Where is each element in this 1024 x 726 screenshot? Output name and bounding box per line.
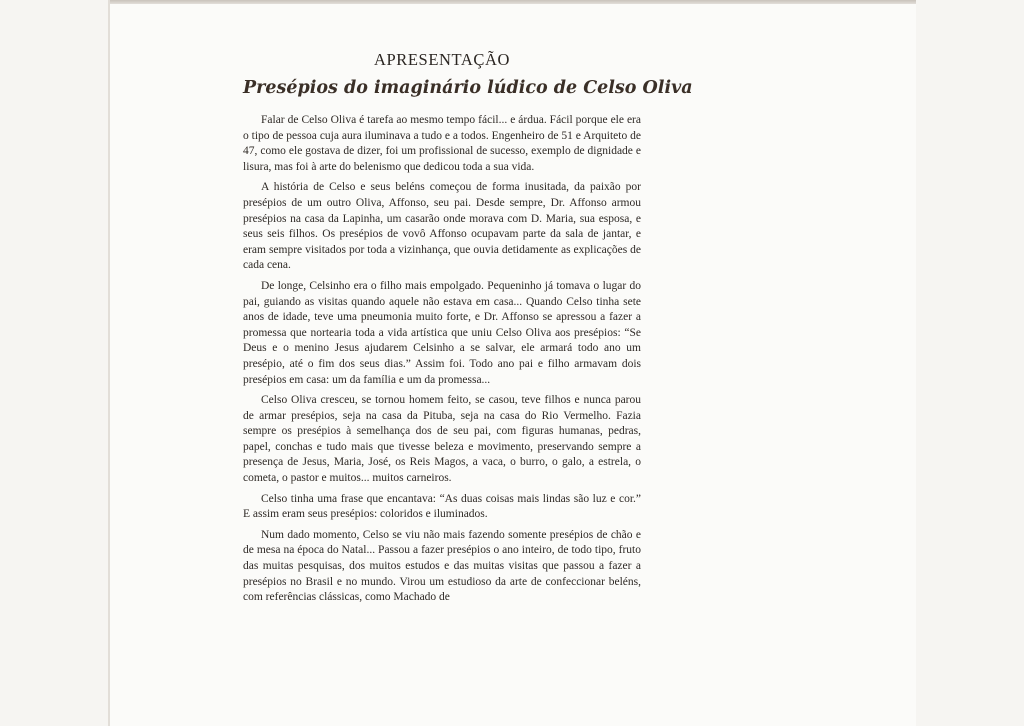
paragraph-4: Celso Oliva cresceu, se tornou homem feito, se casou, teve filhos e nunca parou de armar presépios, seja na casa da Pituba, seja na casa do Rio Vermelho. Fazia sempre os presépios à semelhança dos de seu pai, com figuras humanas, pedras, papel, conchas e tudo mais que tivesse beleza e movimento, preservando sempre a presença de Jesus, Maria, José, os Reis Magos, a vaca, o burro, o galo, a estrela, o cometa, o pastor e muitos... muitos carneiros. [243, 394, 641, 485]
section-heading: APRESENTAÇÃO [373, 50, 511, 69]
page-content [243, 50, 693, 611]
section-subtitle: Presépios do imaginário lúdico de Celso Oliva [243, 78, 693, 98]
paragraph-3: De longe, Celsinho era o filho mais empolgado. Pequeninho já tomava o lugar do pai, guiando as visitas quando aquele não estava em casa... Quando Celso tinha sete anos de idade, teve uma pneumonia muito forte, e Dr. Affonso se apressou a fazer a promessa que nortearia toda a vida artística que uniu Celso Oliva aos presépios: “Se Deus e o menino Jesus ajudarem Celsinho a se salvar, ele armará todo ano um presépio, até o fim dos seus dias.” Assim foi. Todo ano pai e filho armavam dois presépios em casa: um da família e um da promessa... [243, 279, 641, 386]
paragraph-2: A história de Celso e seus beléns começou de forma inusitada, da paixão por presépios de um outro Oliva, Affonso, seu pai. Desde sempre, Dr. Affonso armou presépios na casa da Lapinha, um casarão onde morava com D. Maria, sua esposa, e seus seis filhos. Os presépios de vovô Affonso ocupavam parte da sala de jantar, e eram sempre visitados por toda a vizinhança, que ouvia detidamente as explicações de cada cena. [243, 181, 641, 272]
paragraph-6: Num dado momento, Celso se viu não mais fazendo somente presépios de chão e de mesa na época do Natal... Passou a fazer presépios o ano inteiro, de todo tipo, fruto das muitas pesquisas, dos muitos estudos e das muitas visitas que passou a fazer a presépios no Brasil e no mundo. Virou um estudioso da arte de confeccionar beléns, com referências clássicas, como Machado de [243, 528, 641, 604]
book-page [110, 4, 916, 726]
paragraph-5: Celso tinha uma frase que encantava: “As duas coisas mais lindas são luz e cor.” E assim eram seus presépios: coloridos e iluminados. [243, 492, 641, 521]
paragraph-1: Falar de Celso Oliva é tarefa ao mesmo tempo fácil... e árdua. Fácil porque ele era o tipo de pessoa cuja aura iluminava a tudo e a todos. Engenheiro de 51 e Arquiteto de 47, como ele gostava de dizer, foi um profissional de sucesso, exemplo de dignidade e lisura, mas foi à arte do belenismo que dedicou toda a sua vida. [243, 114, 641, 173]
